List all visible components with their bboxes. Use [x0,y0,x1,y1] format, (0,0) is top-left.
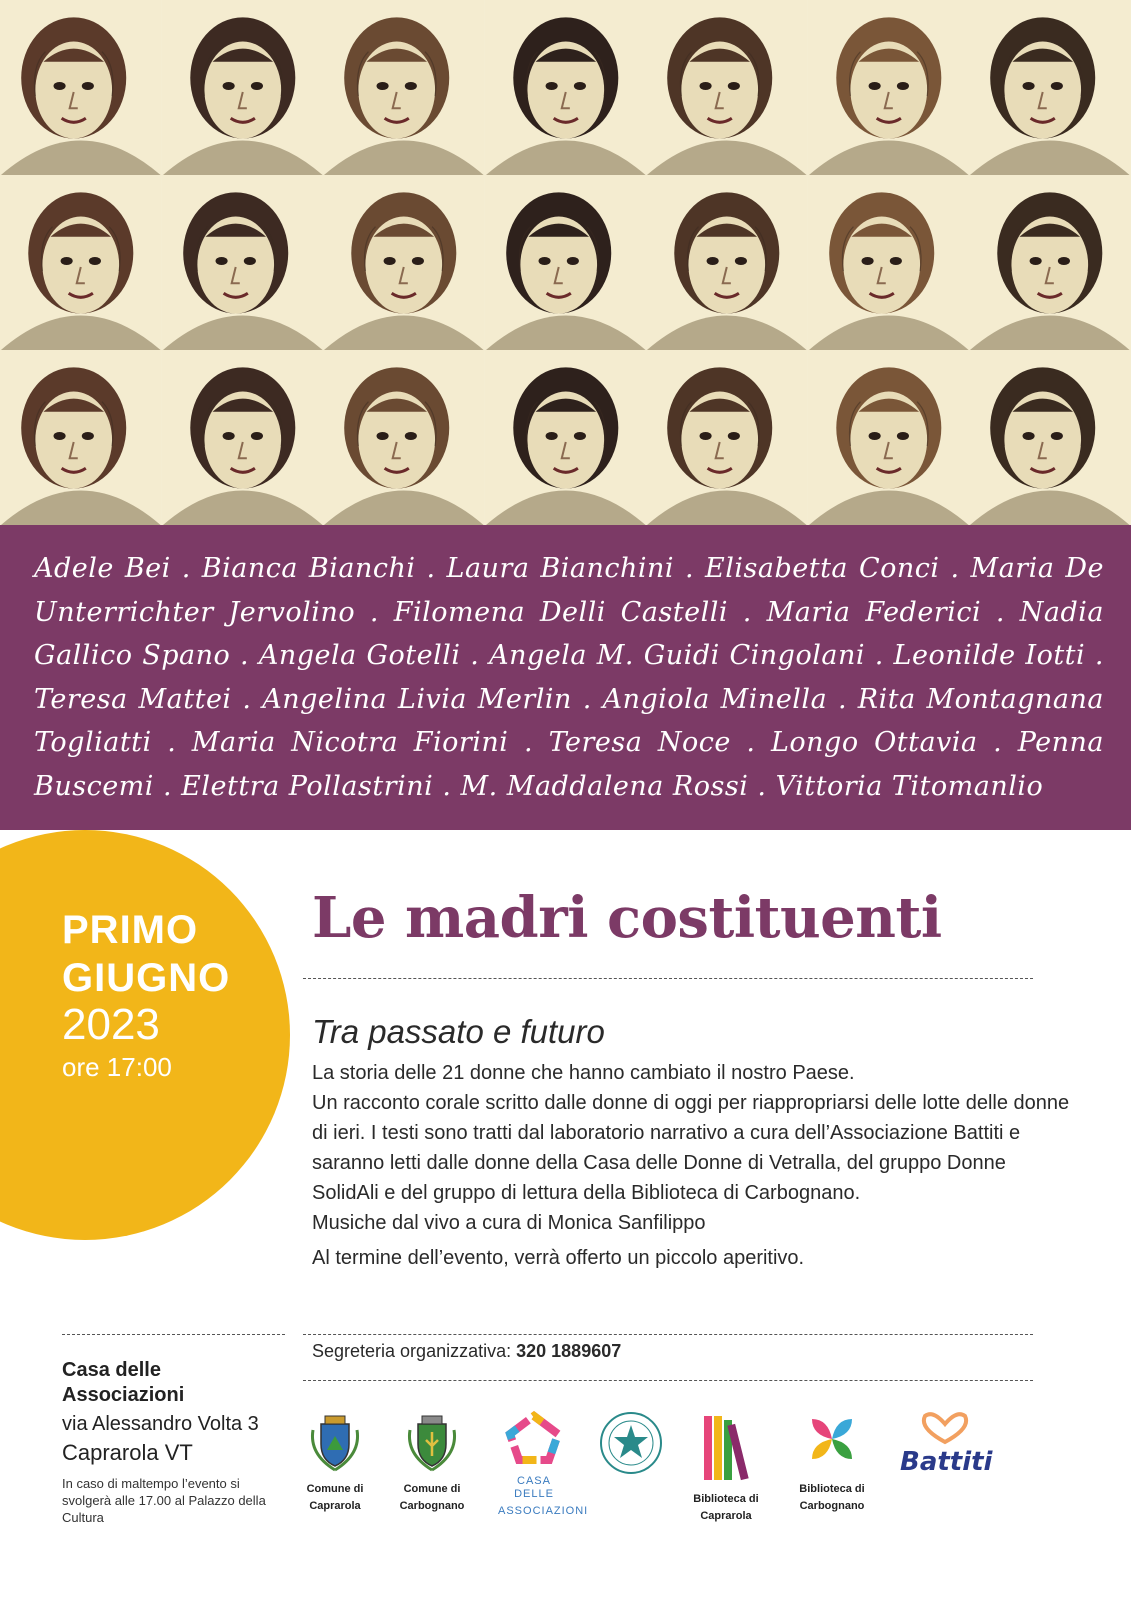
portrait-tile [808,350,970,525]
circular-seal-icon [598,1410,664,1476]
portrait-tile [0,0,162,175]
contact-phone[interactable]: 320 1889607 [516,1341,622,1361]
portrait-tile [646,175,808,350]
portrait-tile [646,350,808,525]
portrait-tile [485,350,647,525]
contact-label: Segreteria organizzativa: [312,1341,512,1361]
portrait-tile [485,0,647,175]
portrait-tile [162,0,324,175]
date-day: PRIMO [62,908,199,952]
paragraph: La storia delle 21 donne che hanno cambiato il nostro Paese. [312,1062,855,1084]
divider [303,1334,1033,1335]
portrait-tile [969,175,1131,350]
portrait-tile [323,175,485,350]
books-icon [698,1410,754,1484]
event-subtitle: Tra passato e futuro [312,1013,605,1050]
divider [303,978,1033,979]
logo-seal [596,1410,666,1481]
crest-icon [404,1410,460,1474]
paragraph: Musiche dal vivo a cura di Monica Sanfilippo [312,1212,706,1234]
portrait-grid [0,0,1131,525]
names-band [0,525,1131,830]
names-list: Adele Bei . Bianca Bianchi . Laura Bianchini . Elisabetta Conci . Maria De Unterrichter Jervolino . Filomena Delli Castelli . Maria Federici . Nadia Gallico Spano . Angela Gotelli . Angela M. Guidi Cingolani . Leonilde Iotti . Teresa Mattei . Angelina Livia Merlin . Angiola Minella . Rita Montagnana Togliatti . Maria Nicotra Fiorini . Teresa Noce . Longo Ottavia . Penna Buscemi . Elettra Pollastrini . M. Maddalena Rossi . Vittoria Titomanlio [34,553,1104,802]
venue-street: via Alessandro Volta 3 [62,1413,259,1435]
logo-biblioteca-carbognano: Biblioteca di Carbognano [790,1410,874,1513]
venue-name: Casa delle Associazioni [62,1359,185,1406]
logo-battiti [900,1410,993,1477]
portrait-tile [323,350,485,525]
date-month: GIUGNO [62,956,231,1000]
event-title: Le madri costituenti [312,885,942,951]
portrait-tile [808,175,970,350]
logo-casa-associazioni: CASA DELLE ASSOCIAZIONI [498,1410,570,1518]
crest-icon [307,1410,363,1474]
portrait-tile [0,350,162,525]
portrait-tile [0,175,162,350]
portrait-tile [485,175,647,350]
hands-heart-icon [913,1410,977,1446]
battiti-wordmark: Battiti [900,1447,993,1477]
closing-note: Al termine dell’evento, verrà offerto un piccolo aperitivo. [312,1247,805,1269]
portrait-tile [969,0,1131,175]
portrait-tile [969,350,1131,525]
logo-comune-carbognano: Comune di Carbognano [396,1410,468,1513]
portrait-tile [323,0,485,175]
logo-comune-caprarola: Comune di Caprarola [300,1410,370,1513]
pentagon-logo-icon [504,1410,564,1466]
contact-line [312,1341,621,1362]
event-description [312,1058,1072,1273]
divider [62,1334,285,1335]
venue-city: Caprarola VT [62,1440,193,1465]
flower-icon [803,1410,861,1468]
portrait-tile [808,0,970,175]
paragraph: Un racconto corale scritto dalle donne di oggi per riappropriarsi delle lotte delle donne di ieri. I testi sono tratti dal laboratorio narrativo a cura dell’Associazione Battiti e saranno letti dalle donne della Casa delle Donne di Vetralla, del gruppo Donne SolidAli e del gruppo di lettura della Biblioteca di Carbognano. [312,1092,1070,1204]
portrait-tile [162,175,324,350]
venue-note: In caso di maltempo l’evento si svolgerà alle 17.00 al Palazzo della Cultura [62,1476,266,1525]
event-time: ore 17:00 [62,1052,172,1082]
portrait-tile [162,350,324,525]
portrait-tile [646,0,808,175]
date-year: 2023 [62,1000,160,1049]
divider [303,1380,1033,1381]
logo-biblioteca-caprarola: Biblioteca di Caprarola [686,1410,766,1523]
